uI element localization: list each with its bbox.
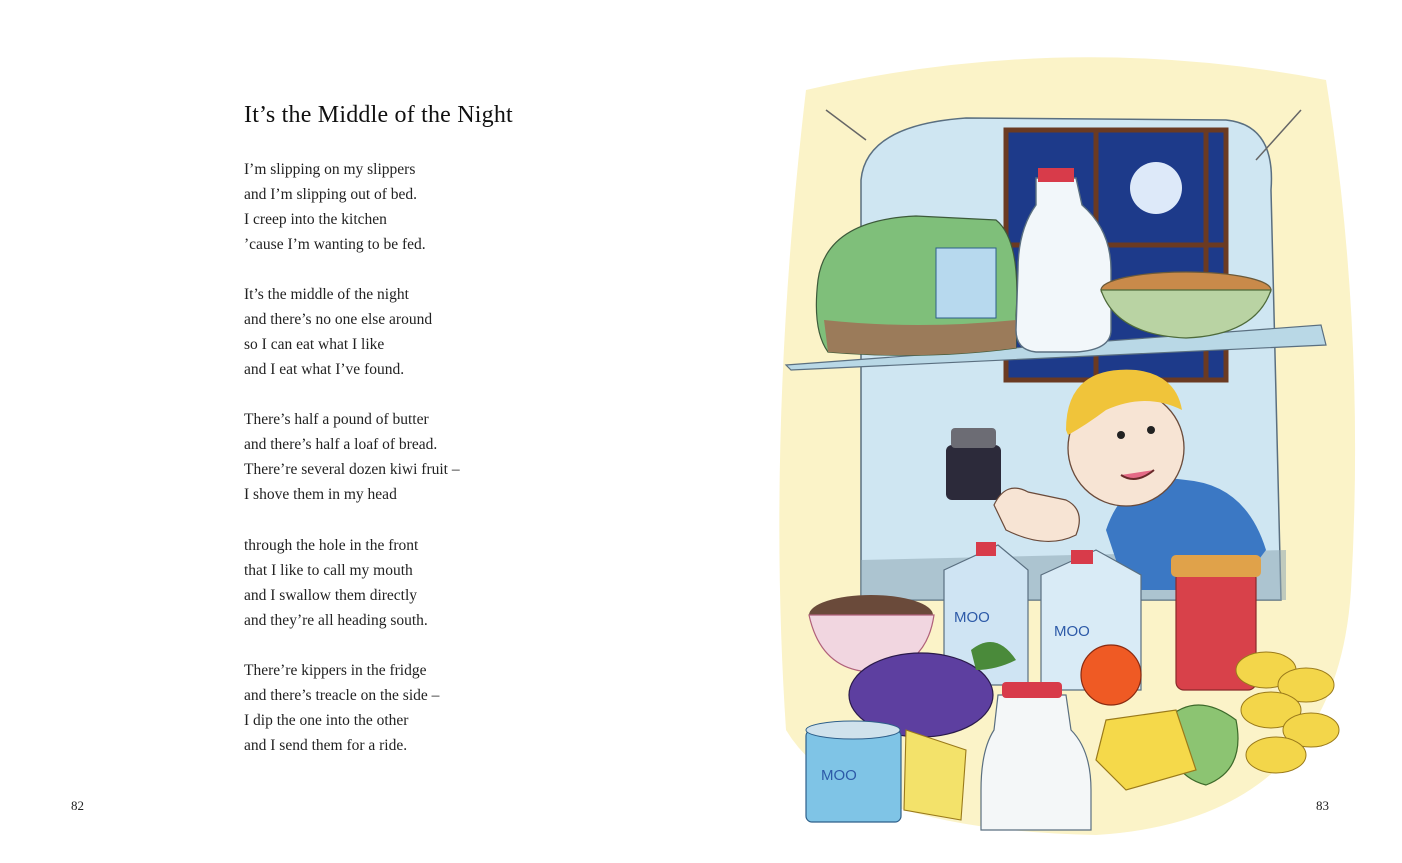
fridge-illustration — [766, 30, 1366, 840]
page-number-left: 82 — [71, 798, 84, 813]
stanza-5 — [244, 658, 439, 758]
poem-line: I dip the one into the other — [244, 712, 409, 729]
poem-line: There’re several dozen kiwi fruit – — [244, 461, 460, 478]
poem-line: I’m slipping on my slippers — [244, 161, 416, 178]
poem-line: and there’s no one else around — [244, 311, 433, 328]
carton-label: MOO — [954, 609, 990, 626]
poem-line: and I eat what I’ve found. — [244, 361, 405, 378]
poem-line: and there’s treacle on the side – — [244, 687, 440, 704]
bread-loaf — [816, 216, 1016, 355]
poem-line: that I like to call my mouth — [244, 562, 413, 579]
tin-label: MOO — [821, 767, 857, 784]
poem-line: and I’m slipping out of bed. — [244, 186, 418, 203]
stanza-1 — [244, 157, 426, 257]
moon — [1130, 162, 1182, 214]
poem-line: and I send them for a ride. — [244, 737, 408, 754]
poem-line: I shove them in my head — [244, 486, 397, 503]
poem-line: so I can eat what I like — [244, 336, 385, 353]
tin-can — [806, 721, 901, 822]
poem-line: and they’re all heading south. — [244, 612, 428, 629]
poem-line: It’s the middle of the night — [244, 286, 409, 303]
page-number-right: 83 — [1316, 798, 1329, 813]
carton-label: MOO — [1054, 623, 1090, 640]
stanza-4 — [244, 533, 428, 633]
orange — [1081, 645, 1141, 705]
poem-line: There’s half a pound of butter — [244, 411, 429, 428]
poem-line: through the hole in the front — [244, 537, 419, 554]
stanza-3 — [244, 407, 460, 507]
poem-line: and I swallow them directly — [244, 587, 418, 604]
stanza-2 — [244, 282, 432, 382]
poem-line: There’re kippers in the fridge — [244, 662, 427, 679]
dark-jar — [946, 428, 1001, 500]
poem-line: ’cause I’m wanting to be fed. — [244, 236, 426, 253]
poem-title: It’s the Middle of the Night — [244, 102, 513, 128]
poem-line: I creep into the kitchen — [244, 211, 387, 228]
poem-line: and there’s half a loaf of bread. — [244, 436, 438, 453]
